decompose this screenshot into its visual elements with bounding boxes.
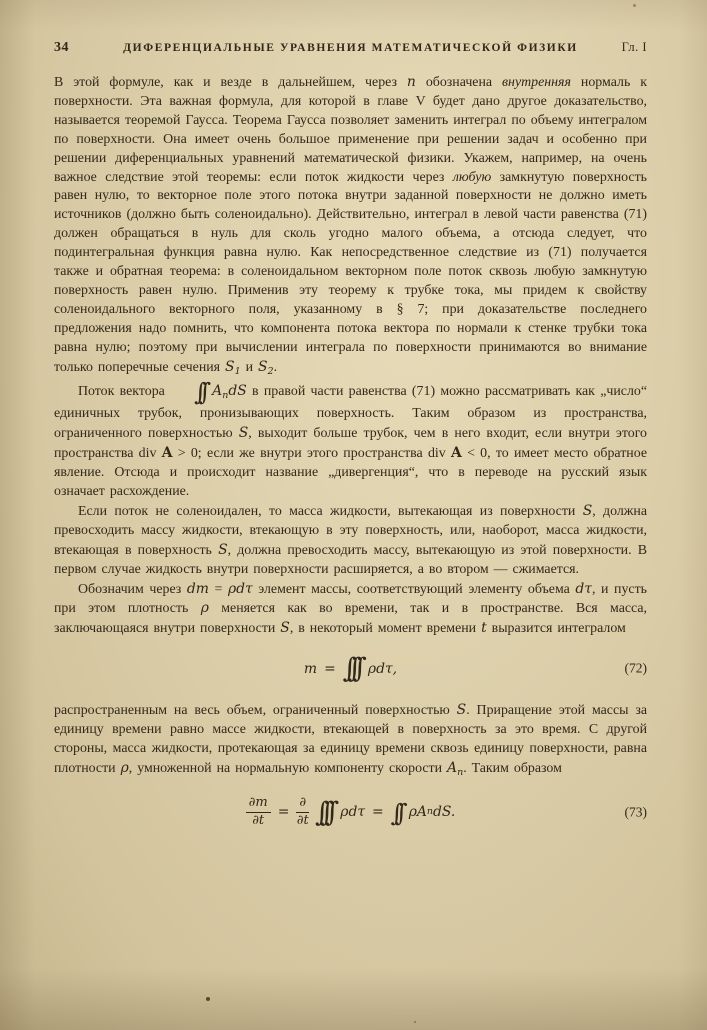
fraction-numerator: ∂ bbox=[296, 796, 309, 813]
fraction-denominator: ∂t bbox=[252, 813, 265, 829]
math-subscript: n bbox=[222, 389, 229, 401]
paper-speck bbox=[414, 1021, 416, 1023]
text-segment: Поток вектора bbox=[78, 383, 171, 399]
text-segment: обозначена bbox=[415, 75, 503, 90]
text-segment: = bbox=[208, 581, 228, 597]
math-var: S bbox=[280, 620, 290, 637]
math-vector: A bbox=[161, 445, 173, 462]
math-subscript: 1 bbox=[234, 365, 241, 377]
equation-72: m = ∫∫∫ ρdτ, (72) bbox=[303, 653, 647, 685]
fraction-numerator: ∂m bbox=[246, 796, 271, 813]
text-segment: и bbox=[240, 359, 259, 375]
paragraph: Поток вектора ∫∫ $A_ndS$ в правой части равенства (71) можно рассматривать как „число“ единичных трубок, пронизывающих поверхность. Таким образом из пространства, ограниченного поверхностью S, выходит больше трубок, чем в него входит, если внутри этого пространства div A > 0; если же внутри этого пространства div A < 0, то имеет место обратное явление. Отсюда и происходит название „дивергенция“, что в переводе на русский язык означает расхождение. bbox=[54, 377, 647, 500]
text-segment: . bbox=[273, 359, 278, 375]
fraction-d-dt bbox=[296, 796, 309, 829]
math-var: S bbox=[582, 502, 593, 519]
equation-number: (72) bbox=[624, 660, 647, 676]
math-var: S bbox=[456, 702, 467, 719]
math-var: n bbox=[406, 74, 416, 90]
integrand: ρdτ, bbox=[367, 660, 398, 677]
text-segment: , в некоторый момент времени bbox=[289, 621, 482, 637]
page-number: 34 bbox=[54, 40, 69, 55]
math-var: S bbox=[218, 541, 228, 558]
emphasis-text: любую bbox=[452, 169, 492, 185]
math-var: S bbox=[225, 358, 235, 375]
math-var: A bbox=[447, 760, 458, 776]
equation-73: $\frac{\partial m}{\partial t}$ = $\frac{\partial}{\partial t}$ ∫∫∫ ρdτ = ∫∫ ρA n dS. (73) bbox=[54, 793, 647, 833]
text-segment: элемент массы, соответствующий элементу объема bbox=[252, 581, 576, 597]
integrand: ρdτ bbox=[340, 804, 366, 821]
text-column bbox=[54, 73, 647, 833]
text-segment: . Приращение этой массы за единицу времени равно массе жидкости, втекающей в поверхность за это время. С другой стороны, масса жидкости, протекающая за единицу времени сквозь единицу поверхности, равна плотности bbox=[54, 703, 647, 776]
text-segment: < 0, то имеет место обратное явление. Отсюда и происходит название „дивергенция“, что в переводе на русский язык означает расхождение. bbox=[54, 446, 647, 500]
page-header bbox=[0, 0, 707, 56]
math-var: S bbox=[258, 358, 268, 375]
math-var: ρ bbox=[120, 760, 129, 776]
text-segment: Обозначим через bbox=[78, 581, 187, 597]
math-var: ρ bbox=[200, 600, 209, 617]
text-segment: распространенным на весь объем, ограниченный поверхностью bbox=[54, 703, 457, 719]
math-var: A bbox=[212, 382, 223, 399]
text-segment: , должна превосходить массу жидкости, втекающую в эту поверхность, или, наоборот, масса жидкости, втекающая в поверхность bbox=[54, 503, 647, 558]
math-subscript: n bbox=[426, 806, 434, 818]
equation-number: (73) bbox=[624, 804, 647, 820]
equals-sign: = bbox=[277, 804, 290, 821]
integrand: dS. bbox=[433, 804, 456, 821]
text-segment: . Таким образом bbox=[463, 761, 562, 776]
paragraph bbox=[54, 502, 647, 580]
paragraph bbox=[54, 580, 647, 640]
paper-speck bbox=[206, 997, 210, 1001]
text-segment: нормаль к поверхности. Эта важная формула, для которой в главе V будет дано другое доказательство, называется теоремой Гаусса. Теорема Гаусса позволяет заменить интеграл по объему интегралом по поверхности. Она имеет очень большое применение при решении задач и особенно при решении диференциальных уравнений математической физики. Укажем, например, на очень важное следствие этой теоремы: если поток жидкости через bbox=[54, 75, 647, 185]
text-segment: , умноженной на нормальную компоненту скорости bbox=[128, 761, 448, 776]
text-segment: Если поток не соленоидален, то масса жидкости, вытекающая из поверхности bbox=[78, 503, 583, 519]
text-segment: в правой части равенства (71) можно рассматривать как „число“ единичных трубок, пронизывающих поверхность. Таким образом из пространства, ограниченного поверхностью bbox=[54, 383, 647, 442]
paragraph bbox=[54, 701, 647, 783]
text-segment: меняется как во времени, так и в пространстве. Вся масса, заключающаяся внутри поверхности bbox=[54, 601, 647, 637]
paragraph bbox=[54, 73, 647, 382]
math-subscript: n bbox=[457, 767, 464, 778]
equals-sign: = bbox=[324, 660, 336, 677]
math-var: dτ bbox=[575, 580, 592, 597]
math-var: dS bbox=[228, 382, 247, 399]
math-subscript: 2 bbox=[267, 365, 274, 377]
math-var: ρdτ bbox=[227, 580, 253, 597]
math-vector: A bbox=[451, 445, 462, 462]
fraction-dm-dt bbox=[246, 796, 271, 829]
text-segment: , и пусть при этом плотность bbox=[54, 581, 647, 617]
math-var: S bbox=[238, 425, 249, 442]
text-segment: > 0; если же внутри этого пространства div bbox=[172, 446, 452, 462]
text-segment: , выходит больше трубок, чем в него входит, если внутри этого пространства div bbox=[54, 426, 647, 462]
chapter-label: Гл. I bbox=[621, 40, 647, 54]
running-title: ДИФЕРЕНЦИАЛЬНЫЕ УРАВНЕНИЯ МАТЕМАТИЧЕСКОЙ ФИЗИКИ bbox=[123, 42, 578, 54]
fraction-denominator: ∂t bbox=[296, 813, 309, 829]
paper-speck bbox=[633, 4, 636, 7]
text-segment: В этой формуле, как и везде в дальнейшем, через bbox=[54, 75, 407, 90]
math-var: t bbox=[481, 620, 487, 637]
emphasis-text: внутренняя bbox=[502, 75, 571, 90]
math-var: dm bbox=[186, 580, 209, 597]
text-segment: замкнутую поверхность равен нулю, то векторное поле этого потока внутри заданной поверхности не должно иметь источников (должно быть соленоидально). Действительно, интеграл в левой части равенства (71) должен обращаться в нуль для сколь угодно малого объема, а отсюда следует, что подинтегральная функция равна нулю. Как непосредственное следствие из (71) получается также и обратная теорема: в соленоидальном векторном поле поток сквозь любую замкнутую поверхность равен нулю. Применив эту теорему к трубке тока, мы придем к свойству соленоидального векторного поля, указанному в § 7; при доказательстве последнего предложения надо помнить, что компонента потока вектора по нормали к стенке трубки тока равна нулю; поэтому при вычислении интеграла по поверхности принимаются во внимание только поперечные сечения bbox=[54, 169, 648, 375]
text-segment: , должна превосходить массу, вытекающую из этой поверхности. В первом случае жидкость внутри поверхности расширяется, а во втором — сжимается. bbox=[54, 542, 647, 577]
equals-sign: = bbox=[372, 804, 384, 821]
integrand: ρA bbox=[408, 804, 427, 821]
text-segment: выразится интегралом bbox=[486, 621, 626, 637]
equation-lhs: m bbox=[303, 660, 318, 677]
